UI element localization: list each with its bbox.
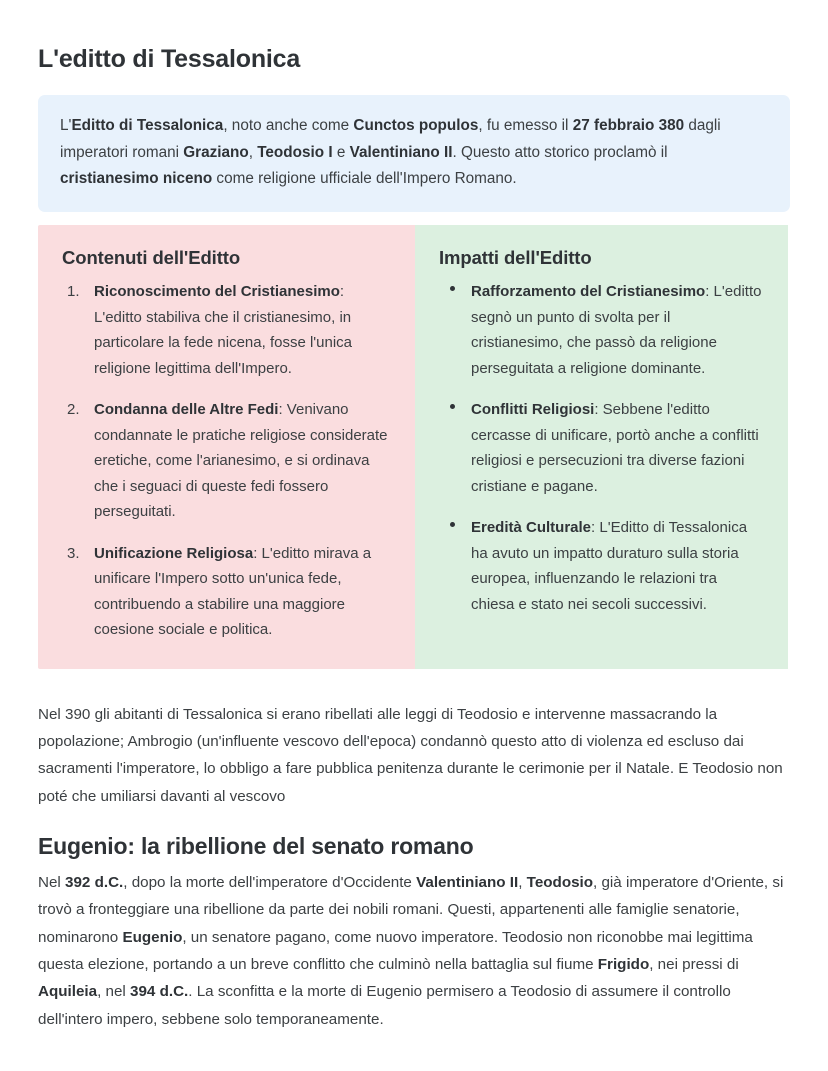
list-marker: 3. bbox=[67, 544, 80, 562]
list-item-text: Rafforzamento del Cristianesimo: L'editto segnò un punto di svolta per il cristianesimo, che passò da religione perseguitata a religione dominante. bbox=[471, 283, 762, 377]
panel-impatti bbox=[415, 225, 788, 669]
list-item-text: Conflitti Religiosi: Sebbene l'editto cercasse di unificare, portò anche a conflitti religiosi e persecuzioni tra diverse fazioni cristiane e pagane. bbox=[471, 401, 759, 495]
section-title-eugenio: Eugenio: la ribellione del senato romano bbox=[38, 833, 474, 860]
list-marker bbox=[450, 286, 455, 291]
impatti-list bbox=[439, 279, 764, 617]
list-item bbox=[62, 397, 391, 525]
list-item bbox=[439, 397, 764, 499]
list-item bbox=[62, 541, 391, 643]
panel-impatti-heading: Impatti dell'Editto bbox=[439, 247, 592, 269]
comparison-panels bbox=[38, 225, 790, 669]
panel-contenuti bbox=[38, 225, 415, 669]
intro-callout-box bbox=[38, 95, 790, 212]
list-marker: 2. bbox=[67, 401, 80, 419]
panel-contenuti-heading: Contenuti dell'Editto bbox=[62, 247, 241, 269]
list-item bbox=[62, 279, 391, 381]
list-item-text: Riconoscimento del Cristianesimo: L'editto stabiliva che il cristianesimo, in particolare la fede nicena, fosse l'unica religione legittima dell'Impero. bbox=[94, 283, 353, 377]
contenuti-list bbox=[62, 279, 391, 643]
list-marker bbox=[450, 404, 455, 409]
list-item-text: Condanna delle Altre Fedi: Venivano condannate le pratiche religiose considerate eretiche, come l'arianesimo, e si ordinava che i seguaci di queste fedi fossero perseguitati. bbox=[94, 401, 388, 521]
section-paragraph-eugenio: Nel 392 d.C., dopo la morte dell'imperatore d'Occidente Valentiniano II, Teodosio, già imperatore d'Oriente, si trovò a fronteggiare una ribellione da parte dei nobili romani. Questi, appartenenti alle famiglie senatorie, nominarono Eugenio, un senatore pagano, come nuovo imperatore. Teodosio non riconobbe mai legittima questa elezione, portando a un breve conflitto che culminò nella battaglia sul fiume Frigido, nei pressi di Aquileia, nel 394 d.C.. La sconfitta e la morte di Eugenio permisero a Teodosio di assumere il controllo dell'intero impero, sebbene solo temporaneamente. bbox=[38, 873, 784, 1028]
list-item-text: Unificazione Religiosa: L'editto mirava a unificare l'Impero sotto un'unica fede, contribuendo a stabilire una maggiore coesione sociale e politica. bbox=[94, 544, 372, 639]
list-item-text: Eredità Culturale: L'Editto di Tessalonica ha avuto un impatto duraturo sulla storia europea, influenzando le relazioni tra chiesa e stato nei secoli successivi. bbox=[471, 519, 748, 613]
page-title: L'editto di Tessalonica bbox=[38, 45, 301, 73]
intro-paragraph: L'Editto di Tessalonica, noto anche come Cunctos populos, fu emesso il 27 febbraio 380 dagli imperatori romani Graziano, Teodosio I e Valentiniano II. Questo atto storico proclamò il cristianesimo niceno come religione ufficiale dell'Impero Romano. bbox=[60, 117, 721, 187]
list-item bbox=[439, 515, 764, 617]
list-item bbox=[439, 279, 764, 381]
list-marker: 1. bbox=[67, 283, 80, 301]
body-paragraph-tessalonica: Nel 390 gli abitanti di Tessalonica si erano ribellati alle leggi di Teodosio e intervenne massacrando la popolazione; Ambrogio (un'influente vescovo dell'epoca) condannò questo atto di violenza ed escluso dai sacramenti l'imperatore, lo obbligo a fare pubblica penitenza durante le cerimonie per il Natale. E Teodosio non poté che umiliarsi davanti al vescovo bbox=[38, 705, 783, 805]
list-marker bbox=[450, 522, 455, 527]
